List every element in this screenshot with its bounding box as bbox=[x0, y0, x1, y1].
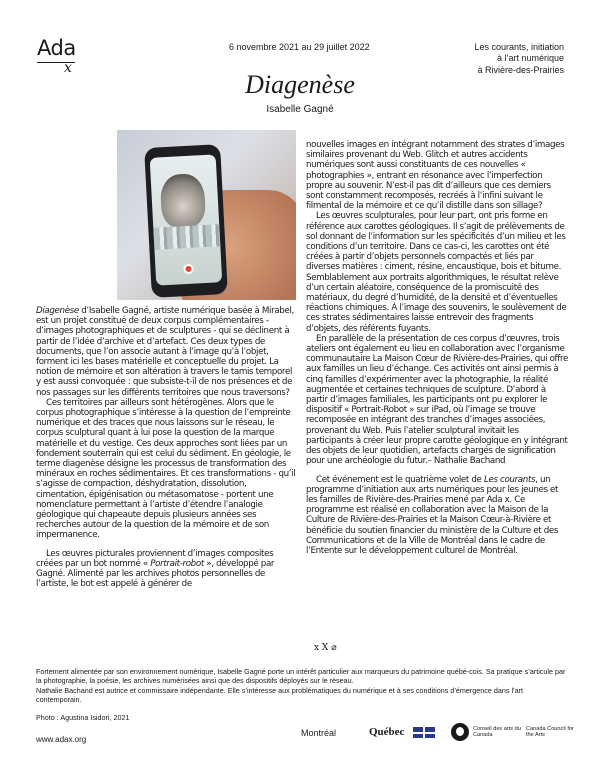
work-title-italic: Diagenèse bbox=[36, 306, 79, 316]
quebec-logo: Québec bbox=[369, 726, 405, 738]
left-paragraph-1 bbox=[36, 306, 297, 398]
quebec-flag-icon bbox=[413, 727, 435, 738]
event-dates: 6 novembre 2021 au 29 juillet 2022 bbox=[229, 42, 370, 52]
canada-council-logo: Canada Council for the Arts bbox=[526, 726, 574, 739]
bot-name-italic: Portrait-robot bbox=[150, 558, 204, 569]
canada-council-icon bbox=[451, 723, 469, 741]
phone-screen bbox=[150, 154, 223, 285]
right-paragraph-4-end: , un programme d’initiation aux arts numériques pour les jeunes et les familles de Rivière-des-Prairies mené par Ada x. Ce programme est réalisé en collaboration avec la Maison de la Culture de Rivière-des-Prairies et la Maison Cœur-à-Rivière et bénéficie du soutien financier du ministère de la Culture et des Communications et de la Ville de Montréal dans le cadre de l’Entente sur le développement culturel de Montréal. bbox=[306, 474, 559, 556]
right-paragraph-1: nouvelles images en intégrant notamment des strates d’images similaires provenant du Web. Glitch et autres accidents numériques sont aussi constituants de ces nouvelles « photographies », entrant en résonance avec l’imperfection propre au souvenir. N’est-il pas dit d’ailleurs que ces derniers sont constamment recomposés, recréés à l’infini suivant le filmental de la mémoire et ce qu’il distille dans son sillage? bbox=[306, 140, 565, 212]
series-name-italic: Les courants bbox=[483, 474, 536, 485]
artist-bio: Fortement alimentée par son environnement numérique, Isabelle Gagné porte un intérêt particulier aux marqueurs du patrimoine québé-cois. Sa pratique s’articule par la photographie, la poésie, les archives numérisées ainsi que des dispositifs déployés sur le réseau. bbox=[36, 667, 566, 686]
end-mark: x X ⌀ bbox=[314, 643, 337, 653]
series-line-1: Les courants, initiation bbox=[474, 42, 564, 52]
montreal-logo: Montréal bbox=[301, 728, 337, 738]
left-paragraph-3-end: », développé par Gagné. Alimenté par les archives photos personnelles de l’artiste, le bot est appelé à générer de bbox=[36, 558, 275, 590]
artwork-photo bbox=[117, 130, 296, 300]
right-paragraph-4 bbox=[306, 475, 568, 557]
curator-bio: Nathalie Bachand est autrice et commissaire indépendante. Elle s’intéresse aux problématiques du numérique et à ses conditions d’émergence dans l’art contemporain. bbox=[36, 685, 524, 704]
website-link[interactable]: www.adax.org bbox=[36, 735, 87, 744]
glitch-band bbox=[153, 224, 220, 249]
left-paragraph-1-text: d’Isabelle Gagné, artiste numérique basée à Mirabel, est un projet constitué de deux corpus complémentaires - d’images photographiques et de sculptures - qui se déclinent à partir de l’idée d’archive et d’artefact. Ces deux types de documents, que l’on associe autant à l’image qu’à l’objet, forment ici les bases matérielle et conceptuelle du projet. La notion de mémoire et son altération à travers le tamis temporel y est aussi convoquée : que subsiste-t-il de nos présences et de nos passages sur les différents territoires que nous traversons? bbox=[36, 306, 294, 398]
right-paragraph-4-start: Cet événement est le quatrième volet de bbox=[316, 474, 484, 485]
logo-text: Ada bbox=[37, 36, 76, 60]
author-name: Isabelle Gagné bbox=[266, 104, 334, 115]
bio-footnote bbox=[36, 667, 566, 704]
right-paragraph-3: En parallèle de la présentation de ces corpus d’œuvres, trois ateliers ont également eu lieu en collaboration avec l’organisme communautaire La Maison Cœur de Rivière-des-Prairies, qui offre aux familles un lieu d’échange. Ces activités ont ainsi permis à cinq familles d’expérimenter avec la photographie, la réalité augmentée et certaines techniques de sculpture. D’abord à partir d’images familiales, les participants ont pu explorer le dispositif « Portrait-Robot » sur iPad, où l’image se trouve recomposée en intégrant des tranches d’images associées, provenant du Web. Puis l’atelier sculptural invitait les participants à créer leur propre carotte géologique en y intégrant des objets de leur quotidien, artefacts chargés de signification pour une archéologie du futur.– Nathalie Bachand bbox=[306, 333, 568, 467]
left-paragraph-3-start: Les œuvres picturales proviennent d’images composites créées par un bot nommé « bbox=[36, 548, 274, 569]
portrait-face bbox=[160, 173, 207, 229]
right-column bbox=[306, 140, 568, 556]
page-title: Diagenèse bbox=[245, 70, 355, 99]
left-column bbox=[36, 306, 297, 589]
series-line-3: à Rivière-des-Prairies bbox=[477, 64, 564, 75]
conseil-des-arts-logo: Conseil des arts du Canada bbox=[473, 726, 521, 739]
right-paragraph-2: Les œuvres sculpturales, pour leur part, ont pris forme en référence aux carottes géologiques. Il s’agit de prélèvements de sol donnant de l’information sur les spécificités d’un milieu et les conditions d’un territoire. Dans ce cas-ci, les carottes ont été créées à partir d’objets personnels compactés et liés par diverses matières : ciment, résine, encaustique, bois et bitume. Semblablement aux portraits algorithmiques, le résultat relève d’un certain aléatoire, conséquence de la promiscuité des matériaux, du degré d’humidité, de la densité et d’éventuelles réactions chimiques. À l’image des souvenirs, le soulèvement de ces strates sédimentaires laisse entrevoir des fragments d’objets, des référents fuyants. bbox=[306, 211, 567, 334]
left-paragraph-3 bbox=[36, 549, 297, 590]
photo-credit: Photo : Agustina Isidori, 2021 bbox=[36, 713, 130, 722]
phone-shape bbox=[144, 144, 228, 298]
series-line-2: à l’art numérique bbox=[496, 53, 564, 64]
record-button-icon bbox=[183, 264, 194, 275]
left-paragraph-2: Ces territoires par ailleurs sont hétérogènes. Alors que le corpus photographique s’intéresse à la question de l’empreinte numérique et des traces que nous laissons sur le réseau, le corpus sculptural quant à lui pose la question de la marque matérielle et du vestige. Ces deux approches sont liées par un fondement souterrain qui est celui du sédiment. En géologie, le terme diagenèse désigne les processus de transformation des minéraux en roches sédimentaires. Et ces transformations - qu’il s’agisse de compaction, déshydratation, dissolution, cimentation, épigénisation ou métasomatose - portent une nomenclature permettant à l’artiste d’étendre l’analogie géologique qui chapeaute depuis plusieurs années ses recherches autour de la question de la mémoire et de son impermanence. bbox=[36, 397, 296, 541]
logo-x: x bbox=[64, 60, 72, 76]
